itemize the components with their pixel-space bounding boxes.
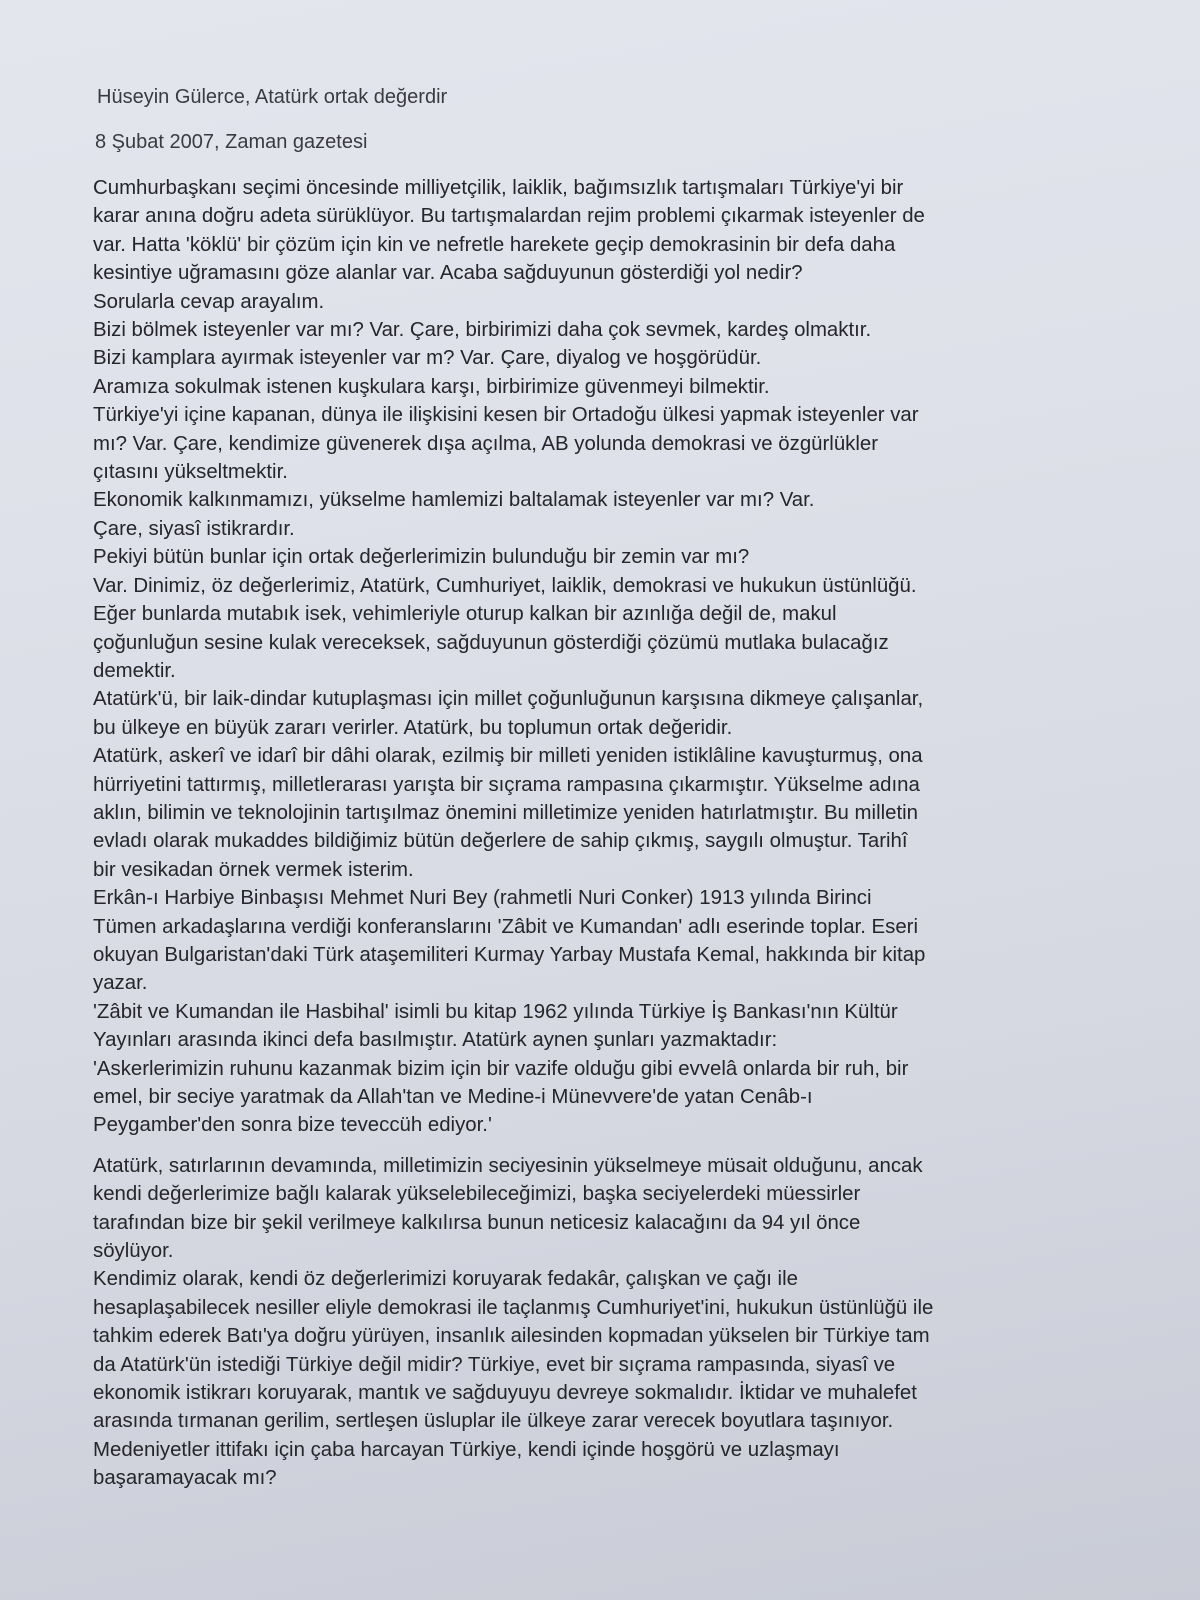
text-line: Eğer bunlarda mutabık isek, vehimleriyle oturup kalkan bir azınlığa değil de, makul — [93, 603, 837, 626]
text-line: Erkân-ı Harbiye Binbaşısı Mehmet Nuri Bey (rahmetli Nuri Conker) 1913 yılında Birinci — [93, 887, 872, 910]
text-line: hesaplaşabilecek nesiller eliyle demokrasi ile taçlanmış Cumhuriyet'ini, hukukun üstünlüğü ile — [93, 1296, 934, 1319]
text-line: Medeniyetler ittifakı için çaba harcayan Türkiye, kendi içinde hoşgörü ve uzlaşmayı — [93, 1438, 840, 1461]
text-line: Ekonomik kalkınmamızı, yükselme hamlemizi baltalamak isteyenler var mı? Var. — [93, 489, 815, 512]
text-line: kesintiye uğramasını göze alanlar var. Acaba sağduyunun gösterdiği yol nedir? — [93, 262, 803, 285]
text-line: Atatürk'ü, bir laik-dindar kutuplaşması için millet çoğunluğunun karşısına dikmeye çalışanlar, — [93, 688, 924, 711]
text-line: Atatürk, satırlarının devamında, milletimizin seciyesinin yükselmeye müsait olduğunu, ancak — [93, 1154, 923, 1177]
text-line: Var. Dinimiz, öz değerlerimiz, Atatürk, Cumhuriyet, laiklik, demokrasi ve hukukun üstünlüğü. — [93, 574, 917, 597]
text-line: 'Askerlerimizin ruhunu kazanmak bizim için bir vazife olduğu gibi evvelâ onlarda bir ruh, bir — [93, 1057, 909, 1080]
text-line: başaramayacak mı? — [93, 1467, 277, 1490]
text-line: aklın, bilimin ve teknolojinin tartışılmaz önemini milletimize yeniden hatırlatmıştır. Bu milletin — [93, 801, 919, 824]
text-line: emel, bir seciye yaratmak da Allah'tan ve Medine-i Münevvere'de yatan Cenâb-ı — [93, 1086, 813, 1108]
text-line: okuyan Bulgaristan'daki Türk ataşemiliteri Kurmay Yarbay Mustafa Kemal, hakkında bir kitap — [93, 943, 926, 966]
text-line: Aramıza sokulmak istenen kuşkulara karşı, birbirimize güvenmeyi bilmektir. — [93, 375, 770, 398]
text-line: Peygamber'den sonra bize teveccüh ediyor.' — [93, 1114, 492, 1137]
text-line: yazar. — [93, 972, 148, 995]
text-line: çıtasını yükseltmektir. — [93, 461, 288, 484]
text-line: Kendimiz olarak, kendi öz değerlerimizi koruyarak fedakâr, çalışkan ve çağı ile — [93, 1268, 798, 1291]
text-line: 'Zâbit ve Kumandan ile Hasbihal' isimli bu kitap 1962 yılında Türkiye İş Bankası'nın Kültür — [93, 1000, 898, 1023]
text-line: da Atatürk'ün istediği Türkiye değil midir? Türkiye, evet bir sıçrama rampasında, siyasî ve — [93, 1353, 896, 1376]
text-line: Pekiyi bütün bunlar için ortak değerlerimizin bulunduğu bir zemin var mı? — [93, 546, 750, 569]
paragraph-gap — [93, 1140, 1093, 1152]
text-line: Çare, siyasî istikrardır. — [93, 517, 295, 540]
text-line: bu ülkeye en büyük zararı verirler. Atatürk, bu toplumun ortak değeridir. — [93, 716, 733, 739]
text-line: Türkiye'yi içine kapanan, dünya ile ilişkisini kesen bir Ortadoğu ülkesi yapmak isteyenler var — [93, 404, 919, 427]
document-title: Hüseyin Gülerce, Atatürk ortak değerdir — [97, 86, 448, 108]
text-line: Atatürk, askerî ve idarî bir dâhi olarak, ezilmiş bir milleti yeniden istiklâline kavuşturmuş, ona — [93, 745, 923, 768]
text-line: arasında tırmanan gerilim, sertleşen üsluplar ile ülkeye zarar verecek boyutlara taşınıyor. — [93, 1410, 894, 1433]
text-line: demektir. — [93, 659, 176, 682]
text-line: mı? Var. Çare, kendimize güvenerek dışa açılma, AB yolunda demokrasi ve özgürlükler — [93, 432, 879, 455]
text-line: tarafından bize bir şekil verilmeye kalkılırsa bunun neticesiz kalacağını da 94 yıl önce — [93, 1211, 861, 1234]
text-line: söylüyor. — [93, 1240, 174, 1263]
document-subtitle: 8 Şubat 2007, Zaman gazetesi — [95, 131, 368, 153]
text-line: tahkim ederek Batı'ya doğru yürüyen, insanlık ailesinden kopmadan yükselen bir Türkiye tam — [93, 1325, 930, 1348]
text-line: Yayınları arasında ikinci defa basılmıştır. Atatürk aynen şunları yazmaktadır: — [93, 1029, 778, 1052]
text-line: Sorularla cevap arayalım. — [93, 290, 325, 313]
text-line: var. Hatta 'köklü' bir çözüm için kin ve nefretle harekete geçip demokrasinin bir defa daha — [93, 233, 896, 256]
text-line: hürriyetini tattırmış, milletlerarası yarışta bir sıçrama rampasına çıkarmıştır. Yükselme adına — [93, 773, 920, 796]
article-body — [93, 174, 1093, 1493]
text-line: çoğunluğun sesine kulak vereceksek, sağduyunun gösterdiği çözümü mutlaka bulacağız — [93, 631, 889, 654]
text-line: evladı olarak mukaddes bildiğimiz bütün değerlere de sahip çıkmış, saygılı olmuştur. Tarihî — [93, 830, 908, 853]
text-line: Tümen arkadaşlarına verdiği konferanslarını 'Zâbit ve Kumandan' adlı eserinde toplar. Eseri — [93, 915, 918, 938]
text-line: Bizi kamplara ayırmak isteyenler var m? Var. Çare, diyalog ve hoşgörüdür. — [93, 347, 762, 370]
text-line: Bizi bölmek isteyenler var mı? Var. Çare, birbirimizi daha çok sevmek, kardeş olmaktır. — [93, 319, 872, 342]
text-line: karar anına doğru adeta sürüklüyor. Bu tartışmalardan rejim problemi çıkarmak isteyenler de — [93, 205, 925, 228]
text-line: ekonomik istikrarı koruyarak, mantık ve sağduyuyu devreye sokmalıdır. İktidar ve muhalefet — [93, 1382, 917, 1405]
text-line: bir vesikadan örnek vermek isterim. — [93, 858, 414, 881]
text-line: Cumhurbaşkanı seçimi öncesinde milliyetçilik, laiklik, bağımsızlık tartışmaları Türkiye'yi bir — [93, 177, 904, 199]
text-line: kendi değerlerimize bağlı kalarak yükselebileceğimizi, başka seciyelerdeki müessirler — [93, 1183, 861, 1206]
